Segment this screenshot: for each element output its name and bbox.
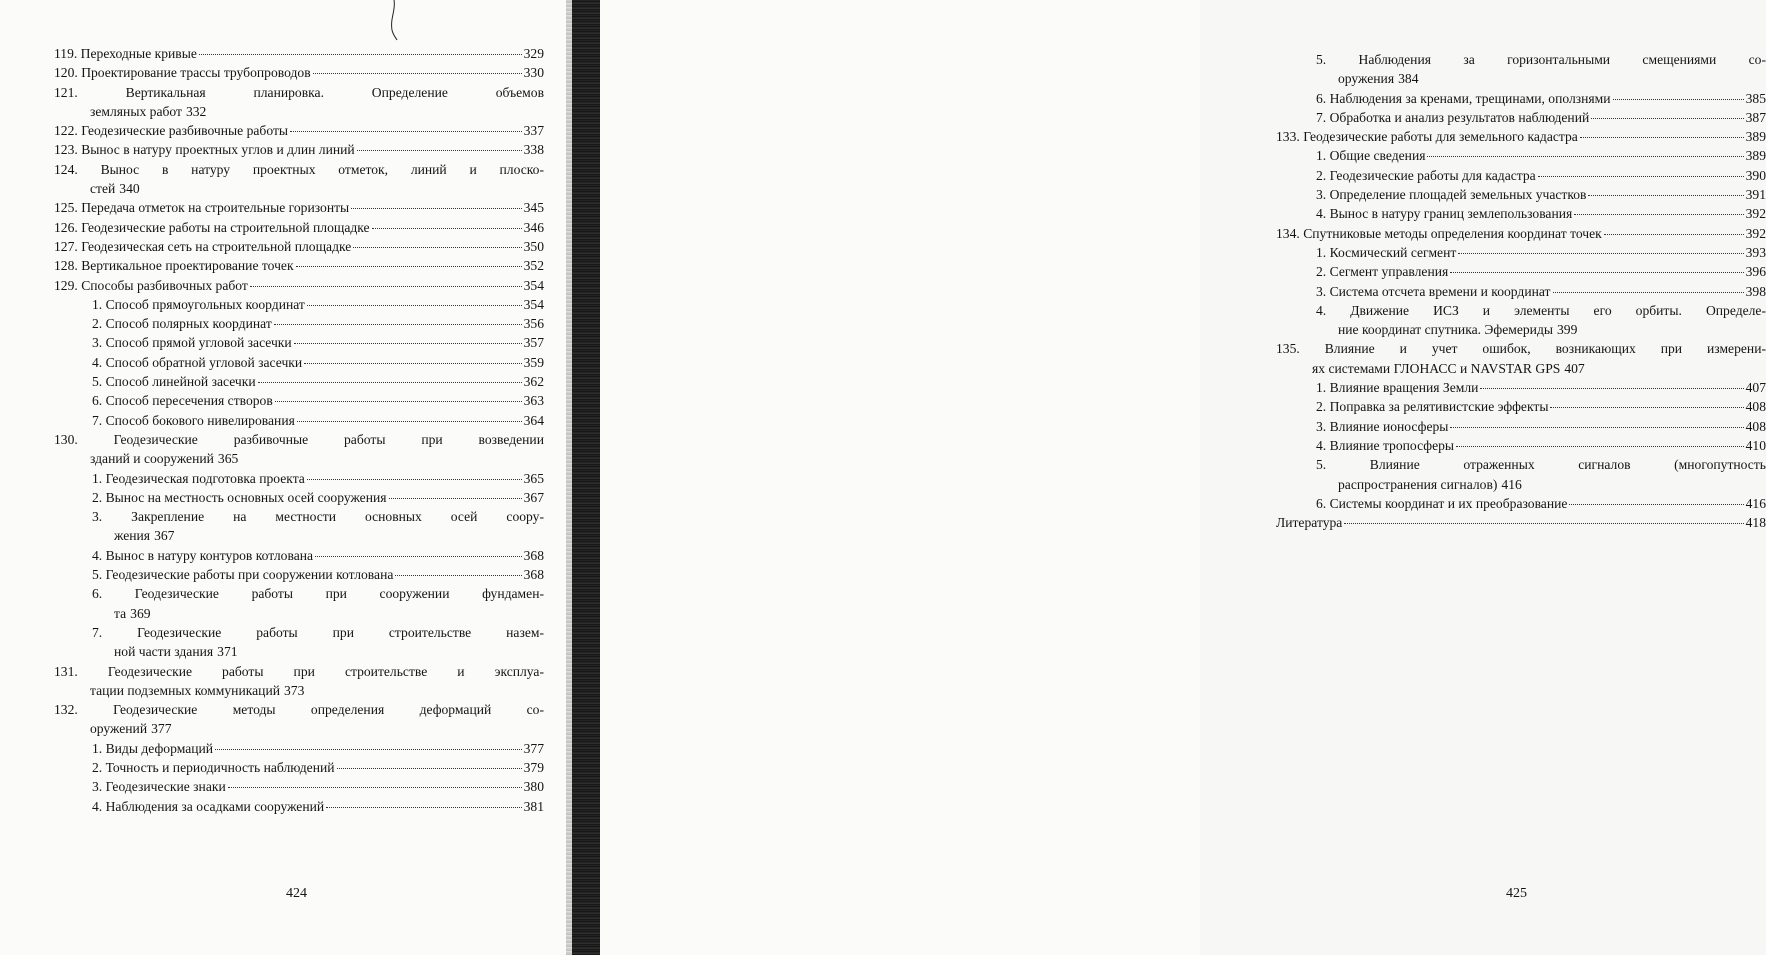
toc-entry-page: 368 xyxy=(524,546,544,565)
toc-entry-title: 120. Проектирование трассы трубопроводов xyxy=(54,63,311,82)
dot-leader xyxy=(274,324,522,325)
toc-entry-page: 399 xyxy=(1557,322,1577,337)
toc-entry-page: 365 xyxy=(218,451,238,466)
toc-entry xyxy=(1276,262,1766,281)
toc-entry-page: 330 xyxy=(524,63,544,82)
toc-entry xyxy=(54,797,544,816)
toc-entry-page: 371 xyxy=(217,644,237,659)
toc-entry-title: 1. Способ прямоугольных координат xyxy=(92,295,305,314)
toc-entry-page: 367 xyxy=(524,488,544,507)
dot-leader xyxy=(389,498,522,499)
toc-entry-page: 381 xyxy=(524,797,544,816)
toc-entry-page: 408 xyxy=(1746,417,1766,436)
left-page xyxy=(0,0,572,955)
toc-entry-page: 408 xyxy=(1746,397,1766,416)
toc-entry-title: 128. Вертикальное проектирование точек xyxy=(54,256,294,275)
toc-entry-title: 4. Вынос в натуру контуров котлована xyxy=(92,546,313,565)
toc-entry-title: 5. Геодезические работы при сооружении котлована xyxy=(92,565,393,584)
toc-entry-continuation: оружения xyxy=(1338,71,1394,86)
toc-entry xyxy=(1276,455,1766,494)
toc-entry-page: 390 xyxy=(1746,166,1766,185)
dot-leader xyxy=(250,286,522,287)
page-number-right: 425 xyxy=(1506,886,1527,902)
toc-entry xyxy=(54,391,544,410)
toc-entry-title: 6. Геодезические работы при сооружении фундамен- xyxy=(92,584,544,603)
toc-entry-page: 359 xyxy=(524,353,544,372)
toc-entry-page: 379 xyxy=(524,758,544,777)
toc-entry-page: 389 xyxy=(1746,127,1766,146)
toc-entry xyxy=(54,411,544,430)
toc-entry-page: 384 xyxy=(1398,71,1418,86)
toc-entry xyxy=(54,662,544,701)
dot-leader xyxy=(199,54,522,55)
toc-entry-title: 4. Движение ИСЗ и элементы его орбиты. Определе- xyxy=(1316,301,1766,320)
dot-leader xyxy=(296,266,522,267)
toc-entry xyxy=(54,777,544,796)
toc-entry xyxy=(1276,301,1766,340)
dot-leader xyxy=(1553,292,1744,293)
toc-entry-title: 4. Наблюдения за осадками сооружений xyxy=(92,797,324,816)
toc-entry-title: 135. Влияние и учет ошибок, возникающих при измерени- xyxy=(1276,339,1766,358)
toc-entry xyxy=(54,218,544,237)
toc-left xyxy=(54,44,544,816)
dot-leader xyxy=(228,787,522,788)
toc-entry xyxy=(54,140,544,159)
toc-entry-continuation: зданий и сооружений xyxy=(90,451,214,466)
toc-entry-title: 3. Геодезические знаки xyxy=(92,777,226,796)
dot-leader xyxy=(326,807,521,808)
toc-entry-continuation: распространения сигналов) xyxy=(1338,477,1497,492)
dot-leader xyxy=(290,131,522,132)
toc-entry-page: 393 xyxy=(1746,243,1766,262)
toc-entry-title: 125. Передача отметок на строительные горизонты xyxy=(54,198,349,217)
toc-entry xyxy=(1276,339,1766,378)
toc-entry-title: 5. Влияние отраженных сигналов (многопутность xyxy=(1316,455,1766,474)
dot-leader xyxy=(351,208,521,209)
dot-leader xyxy=(304,363,521,364)
toc-entry-page: 392 xyxy=(1746,204,1766,223)
toc-entry-continuation: ной части здания xyxy=(114,644,213,659)
dot-leader xyxy=(1580,137,1744,138)
toc-entry-title: 1. Космический сегмент xyxy=(1316,243,1456,262)
dot-leader xyxy=(1613,99,1744,100)
right-page xyxy=(600,0,1200,955)
toc-entry xyxy=(54,44,544,63)
toc-entry xyxy=(54,63,544,82)
toc-entry xyxy=(1276,513,1766,532)
toc-entry-page: 356 xyxy=(524,314,544,333)
toc-entry-title: 7. Способ бокового нивелирования xyxy=(92,411,295,430)
toc-entry-title: 127. Геодезическая сеть на строительной площадке xyxy=(54,237,351,256)
toc-entry-continuation: тации подземных коммуникаций xyxy=(90,683,280,698)
dot-leader xyxy=(337,768,522,769)
toc-entry-title: 3. Определение площадей земельных участков xyxy=(1316,185,1586,204)
toc-entry xyxy=(54,121,544,140)
dot-leader xyxy=(1538,176,1744,177)
toc-entry xyxy=(54,623,544,662)
toc-entry xyxy=(1276,494,1766,513)
toc-entry-page: 369 xyxy=(130,606,150,621)
dot-leader xyxy=(275,401,522,402)
toc-entry xyxy=(54,565,544,584)
toc-entry-page: 377 xyxy=(151,721,171,736)
toc-entry-page: 407 xyxy=(1746,378,1766,397)
toc-entry-title: 3. Влияние ионосферы xyxy=(1316,417,1448,436)
toc-entry-page: 410 xyxy=(1746,436,1766,455)
dot-leader xyxy=(1480,388,1743,389)
toc-entry-page: 407 xyxy=(1564,361,1584,376)
toc-entry-page: 332 xyxy=(186,104,206,119)
toc-entry-title: 2. Точность и периодичность наблюдений xyxy=(92,758,335,777)
toc-entry xyxy=(54,333,544,352)
dot-leader xyxy=(395,575,521,576)
toc-entry xyxy=(54,488,544,507)
toc-entry-title: 2. Сегмент управления xyxy=(1316,262,1448,281)
toc-entry xyxy=(1276,436,1766,455)
toc-entry xyxy=(1276,397,1766,416)
toc-entry-page: 364 xyxy=(524,411,544,430)
toc-entry-title: 3. Система отсчета времени и координат xyxy=(1316,282,1551,301)
toc-entry xyxy=(1276,50,1766,89)
toc-entry-page: 362 xyxy=(524,372,544,391)
toc-entry-page: 363 xyxy=(524,391,544,410)
toc-entry-title: 123. Вынос в натуру проектных углов и длин линий xyxy=(54,140,355,159)
toc-entry-title: 6. Наблюдения за кренами, трещинами, оползнями xyxy=(1316,89,1611,108)
toc-entry-page: 385 xyxy=(1746,89,1766,108)
toc-entry xyxy=(54,584,544,623)
toc-entry-continuation: ние координат спутника. Эфемериды xyxy=(1338,322,1553,337)
toc-entry-page: 354 xyxy=(524,295,544,314)
dot-leader xyxy=(1458,253,1743,254)
toc-entry-title: 1. Влияние вращения Земли xyxy=(1316,378,1478,397)
toc-entry-title: 5. Наблюдения за горизонтальными смещениями со- xyxy=(1316,50,1766,69)
toc-entry-continuation: стей xyxy=(90,181,115,196)
toc-entry xyxy=(1276,146,1766,165)
dot-leader xyxy=(215,749,522,750)
toc-entry xyxy=(54,739,544,758)
toc-entry-page: 416 xyxy=(1746,494,1766,513)
toc-entry-title: 132. Геодезические методы определения деформаций со- xyxy=(54,700,544,719)
toc-entry-page: 357 xyxy=(524,333,544,352)
toc-entry xyxy=(54,758,544,777)
toc-entry xyxy=(54,700,544,739)
toc-entry xyxy=(1276,378,1766,397)
dot-leader xyxy=(1344,523,1743,524)
toc-entry xyxy=(54,507,544,546)
page-number-left: 424 xyxy=(286,886,307,902)
toc-entry xyxy=(54,372,544,391)
toc-entry-title: 3. Способ прямой угловой засечки xyxy=(92,333,292,352)
toc-entry-title: 7. Геодезические работы при строительстве назем- xyxy=(92,623,544,642)
toc-entry-title: Литература xyxy=(1276,513,1342,532)
dot-leader xyxy=(258,382,522,383)
toc-entry-title: 119. Переходные кривые xyxy=(54,44,197,63)
toc-entry-title: 131. Геодезические работы при строительстве и эксплуа- xyxy=(54,662,544,681)
toc-entry-page: 380 xyxy=(524,777,544,796)
toc-entry xyxy=(1276,204,1766,223)
toc-entry-title: 134. Спутниковые методы определения координат точек xyxy=(1276,224,1602,243)
toc-entry-title: 124. Вынос в натуру проектных отметок, линий и плоско- xyxy=(54,160,544,179)
dot-leader xyxy=(1569,504,1743,505)
toc-entry-title: 4. Способ обратной угловой засечки xyxy=(92,353,302,372)
toc-entry xyxy=(54,237,544,256)
toc-entry xyxy=(54,546,544,565)
dot-leader xyxy=(1550,407,1743,408)
dot-leader xyxy=(1604,234,1744,235)
dot-leader xyxy=(1450,272,1743,273)
toc-entry-page: 365 xyxy=(524,469,544,488)
toc-entry-title: 2. Поправка за релятивистские эффекты xyxy=(1316,397,1548,416)
toc-right xyxy=(1276,50,1766,532)
dot-leader xyxy=(1427,156,1743,157)
toc-entry-page: 418 xyxy=(1746,513,1766,532)
toc-entry xyxy=(1276,282,1766,301)
toc-entry xyxy=(54,160,544,199)
dot-leader xyxy=(1588,195,1743,196)
toc-entry xyxy=(1276,417,1766,436)
toc-entry-continuation: та xyxy=(114,606,126,621)
toc-entry-continuation: жения xyxy=(114,528,150,543)
toc-entry-title: 130. Геодезические разбивочные работы при возведении xyxy=(54,430,544,449)
toc-entry-title: 1. Общие сведения xyxy=(1316,146,1425,165)
toc-entry-page: 329 xyxy=(524,44,544,63)
toc-entry-title: 4. Вынос в натуру границ землепользования xyxy=(1316,204,1572,223)
toc-entry-page: 354 xyxy=(524,276,544,295)
toc-entry xyxy=(54,276,544,295)
toc-entry xyxy=(54,198,544,217)
toc-entry xyxy=(1276,185,1766,204)
dot-leader xyxy=(353,247,521,248)
toc-entry-title: 126. Геодезические работы на строительной площадке xyxy=(54,218,370,237)
toc-entry xyxy=(1276,89,1766,108)
toc-entry-page: 337 xyxy=(524,121,544,140)
dot-leader xyxy=(357,150,522,151)
toc-entry-title: 1. Виды деформаций xyxy=(92,739,213,758)
toc-entry xyxy=(54,430,544,469)
dot-leader xyxy=(313,73,522,74)
toc-entry-title: 6. Способ пересечения створов xyxy=(92,391,273,410)
dot-leader xyxy=(307,305,522,306)
toc-entry-title: 133. Геодезические работы для земельного кадастра xyxy=(1276,127,1578,146)
toc-entry-page: 416 xyxy=(1501,477,1521,492)
toc-entry-page: 338 xyxy=(524,140,544,159)
toc-entry xyxy=(54,469,544,488)
toc-entry-page: 377 xyxy=(524,739,544,758)
toc-entry-page: 373 xyxy=(284,683,304,698)
toc-entry-title: 3. Закрепление на местности основных осей соору- xyxy=(92,507,544,526)
toc-entry xyxy=(54,295,544,314)
toc-entry xyxy=(1276,127,1766,146)
toc-entry-title: 122. Геодезические разбивочные работы xyxy=(54,121,288,140)
toc-entry xyxy=(54,256,544,275)
dot-leader xyxy=(294,343,522,344)
dot-leader xyxy=(1574,214,1743,215)
toc-entry-title: 129. Способы разбивочных работ xyxy=(54,276,248,295)
toc-entry-page: 340 xyxy=(119,181,139,196)
toc-entry-title: 121. Вертикальная планировка. Определение объемов xyxy=(54,83,544,102)
toc-entry-title: 7. Обработка и анализ результатов наблюдений xyxy=(1316,108,1589,127)
dot-leader xyxy=(315,556,522,557)
toc-entry xyxy=(54,314,544,333)
toc-entry-title: 6. Системы координат и их преобразование xyxy=(1316,494,1567,513)
toc-entry xyxy=(1276,166,1766,185)
dot-leader xyxy=(1591,118,1743,119)
toc-entry-title: 5. Способ линейной засечки xyxy=(92,372,256,391)
toc-entry-page: 352 xyxy=(524,256,544,275)
toc-entry-page: 346 xyxy=(524,218,544,237)
toc-entry-page: 396 xyxy=(1746,262,1766,281)
dot-leader xyxy=(1450,427,1743,428)
toc-entry-page: 345 xyxy=(524,198,544,217)
toc-entry-page: 367 xyxy=(154,528,174,543)
toc-entry-page: 392 xyxy=(1746,224,1766,243)
dot-leader xyxy=(1456,446,1744,447)
toc-entry xyxy=(54,83,544,122)
pen-mark xyxy=(384,0,400,40)
toc-entry-continuation: оружений xyxy=(90,721,147,736)
toc-entry-page: 387 xyxy=(1746,108,1766,127)
dot-leader xyxy=(372,228,522,229)
toc-entry-page: 389 xyxy=(1746,146,1766,165)
toc-entry xyxy=(1276,224,1766,243)
toc-entry-page: 350 xyxy=(524,237,544,256)
toc-entry-continuation: земляных работ xyxy=(90,104,182,119)
book-spine xyxy=(572,0,600,955)
dot-leader xyxy=(297,421,522,422)
toc-entry xyxy=(54,353,544,372)
toc-entry-page: 391 xyxy=(1746,185,1766,204)
toc-entry-title: 1. Геодезическая подготовка проекта xyxy=(92,469,305,488)
toc-entry-title: 2. Геодезические работы для кадастра xyxy=(1316,166,1536,185)
toc-entry xyxy=(1276,108,1766,127)
toc-entry-continuation: ях системами ГЛОНАСС и NAVSTAR GPS xyxy=(1312,361,1560,376)
toc-entry-title: 2. Вынос на местность основных осей сооружения xyxy=(92,488,387,507)
toc-entry-title: 4. Влияние тропосферы xyxy=(1316,436,1454,455)
toc-entry-page: 368 xyxy=(524,565,544,584)
toc-entry xyxy=(1276,243,1766,262)
dot-leader xyxy=(307,479,522,480)
toc-entry-page: 398 xyxy=(1746,282,1766,301)
toc-entry-title: 2. Способ полярных координат xyxy=(92,314,272,333)
